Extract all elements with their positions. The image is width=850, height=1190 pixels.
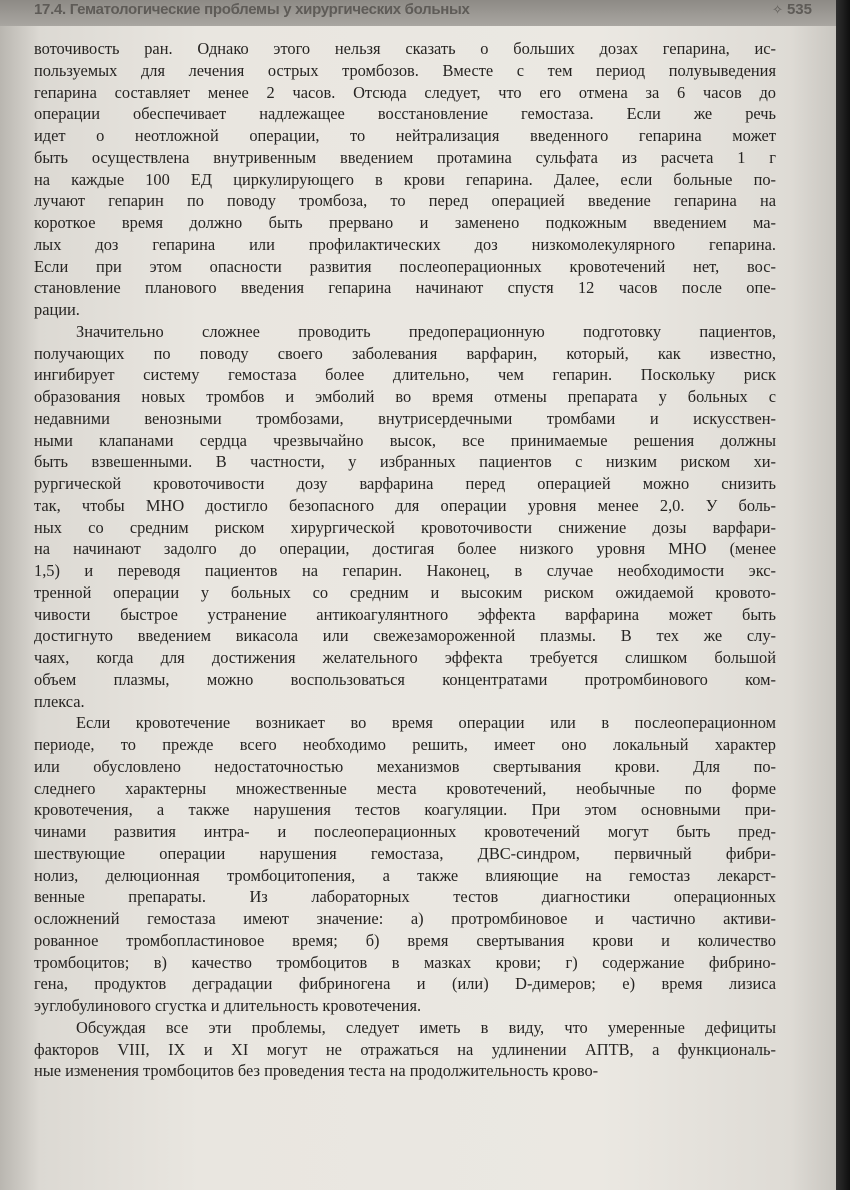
text-line: Значительно сложнее проводить предоперационную подготовку пациентов, <box>76 321 776 341</box>
text-line: достигнуто введением викасола или свежезамороженной плазмы. В тех же слу- <box>34 626 776 646</box>
text-line: операции обеспечивает надлежащее восстановление гемостаза. Если же речь <box>34 104 776 124</box>
paragraph <box>34 712 776 1017</box>
text-line: быть осуществлена внутривенным введением протамина сульфата из расчета 1 г <box>34 147 776 167</box>
text-line: воточивость ран. Однако этого нельзя сказать о больших дозах гепарина, ис- <box>34 39 776 58</box>
text-line: короткое время должно быть прервано и заменено подкожным введением ма- <box>34 213 776 232</box>
text-line: гепарина составляет менее 2 часов. Отсюда следует, что его отмена за 6 часов до <box>34 82 776 102</box>
text-line: ными клапанами сердца чрезвычайно высок, все принимаемые решения должны <box>34 430 776 450</box>
paragraph <box>34 38 776 321</box>
text-line: рации. <box>34 300 80 319</box>
paragraph <box>34 321 776 713</box>
text-line: следнего характерны множественные места кровотечений, необычные по форме <box>34 778 776 798</box>
text-line: шествующие операции нарушения гемостаза, ДВС-синдром, первичный фибри- <box>34 843 776 863</box>
text-line: Если при этом опасности развития послеоперационных кровотечений нет, вос- <box>34 256 776 276</box>
page-number-block <box>772 1 812 18</box>
text-line: недавними венозными тромбозами, внутрисердечными тромбами и искусствен- <box>34 408 776 428</box>
text-line: так, чтобы МНО достигло безопасного для операции уровня менее 2,0. У боль- <box>34 495 776 515</box>
text-line: факторов VIII, IX и XI могут не отражаться на удлинении АПТВ, а функциональ- <box>34 1039 776 1059</box>
text-line: тромбоцитов; в) качество тромбоцитов в мазках крови; г) содержание фибрино- <box>34 952 776 972</box>
text-line: ингибирует систему гемостаза более длительно, чем гепарин. Поскольку риск <box>34 365 776 385</box>
text-line: объем плазмы, можно воспользоваться концентратами протромбинового ком- <box>34 669 776 689</box>
text-line: идет о неотложной операции, то нейтрализация введенного гепарина может <box>34 126 776 145</box>
text-line: тренной операции у больных со средним и высоким риском ожидаемой кровото- <box>34 582 776 602</box>
text-line: венные препараты. Из лабораторных тестов диагностики операционных <box>34 887 776 907</box>
paragraph <box>34 1017 776 1082</box>
text-line: быть взвешенными. В частности, у избранных пациентов с низким риском хи- <box>34 452 776 472</box>
text-line: чаях, когда для достижения желательного эффекта требуется слишком большой <box>34 648 776 667</box>
text-line: становление планового введения гепарина начинают спустя 12 часов после опе- <box>34 278 776 298</box>
page-number: 535 <box>786 1 812 18</box>
diamond-icon: ✧ <box>772 2 783 17</box>
text-line: получающих по поводу своего заболевания варфарин, который, как известно, <box>34 343 776 363</box>
text-line: периоде, то прежде всего необходимо решить, имеет оно локальный характер <box>34 735 776 754</box>
text-line: эуглобулинового сгустка и длительность кровотечения. <box>34 996 422 1015</box>
text-line: осложнений гемостаза имеют значение: а) протромбиновое и частично активи- <box>34 909 776 928</box>
page-edge-shadow <box>836 0 850 1190</box>
text-line: 1,5) и переводя пациентов на гепарин. Наконец, в случае необходимости экс- <box>34 561 776 580</box>
text-line: образования новых тромбов и эмболий во время отмены препарата у больных с <box>34 387 776 406</box>
text-line: ных со средним риском хирургической кровоточивости снижение дозы варфари- <box>34 517 776 537</box>
body-text <box>34 38 776 1082</box>
text-line: кровотечения, а также нарушения тестов коагуляции. При этом основными при- <box>34 800 776 820</box>
running-header <box>0 0 836 26</box>
text-line: плекса. <box>34 691 85 711</box>
text-line: гена, продуктов деградации фибриногена и (или) D-димеров; е) время лизиса <box>34 974 776 994</box>
text-line: чинами развития интра- и послеоперационных кровотечений могут быть пред- <box>34 822 776 841</box>
text-line: рургической кровоточивости дозу варфарина перед операцией можно снизить <box>34 474 776 493</box>
text-line: рованное тромбопластиновое время; б) время свертывания крови и количество <box>34 930 776 950</box>
text-line: на начинают задолго до операции, достигая более низкого уровня МНО (менее <box>34 539 776 559</box>
text-line: или обусловлено недостаточностью механизмов свертывания крови. Для по- <box>34 756 776 776</box>
text-line: Если кровотечение возникает во время операции или в послеоперационном <box>76 713 776 733</box>
text-line: нолиз, делюционная тромбоцитопения, а также влияющие на гемостаз лекарст- <box>34 865 776 885</box>
text-line: лых доз гепарина или профилактических доз низкомолекулярного гепарина. <box>34 234 776 254</box>
text-line: Обсуждая все эти проблемы, следует иметь в виду, что умеренные дефициты <box>76 1017 776 1037</box>
text-line: чивости быстрое устранение антикоагулянтного эффекта варфарина может быть <box>34 604 776 624</box>
running-head-title: 17.4. Гематологические проблемы у хирургических больных <box>34 1 470 18</box>
text-line: пользуемых для лечения острых тромбозов. Вместе с тем период полувыведения <box>34 60 776 80</box>
text-line: ные изменения тромбоцитов без проведения теста на продолжительность крово- <box>34 1061 599 1081</box>
text-line: на каждые 100 ЕД циркулирующего в крови гепарина. Далее, если больные по- <box>34 169 776 189</box>
text-line: лучают гепарин по поводу тромбоза, то перед операцией введение гепарина на <box>34 191 776 211</box>
